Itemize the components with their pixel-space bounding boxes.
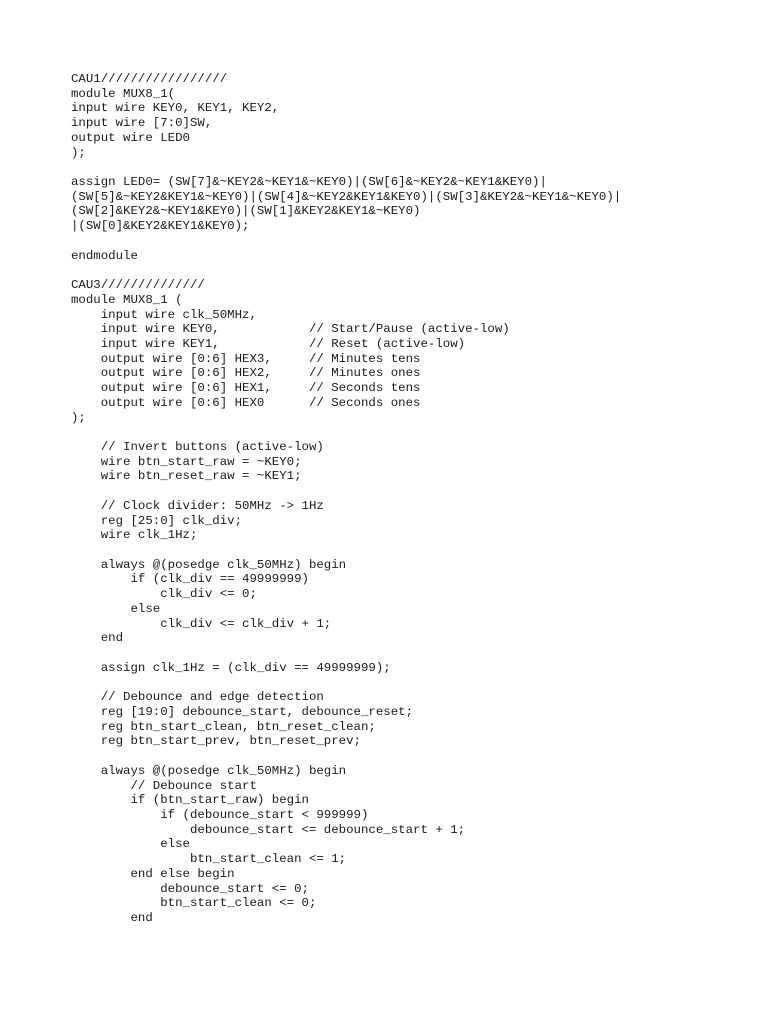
code-line: if (btn_start_raw) begin [71,793,309,808]
code-line: (SW[2]&KEY2&~KEY1&KEY0)|(SW[1]&KEY2&KEY1&~KEY0) [71,204,421,219]
code-line: output wire [0:6] HEX2, // Minutes ones [71,366,421,381]
code-line: end else begin [71,866,235,881]
code-line: output wire [0:6] HEX1, // Seconds tens [71,381,421,396]
code-line: (SW[5]&~KEY2&KEY1&~KEY0)|(SW[4]&~KEY2&KEY1&KEY0)|(SW[3]&KEY2&~KEY1&~KEY0)| [71,189,622,204]
code-line: btn_start_clean <= 0; [71,896,317,911]
code-line: reg btn_start_clean, btn_reset_clean; [71,719,376,734]
code-line: // Clock divider: 50MHz -> 1Hz [71,498,324,513]
code-line: // Debounce start [71,778,257,793]
code-line: assign clk_1Hz = (clk_div == 49999999); [71,660,391,675]
code-line: // Invert buttons (active-low) [71,439,324,454]
code-line [71,646,751,661]
code-line: always @(posedge clk_50MHz) begin [71,557,347,572]
code-line: ); [71,410,86,425]
code-line: clk_div <= 0; [71,587,257,602]
code-line: output wire [0:6] HEX0 // Seconds ones [71,395,421,410]
code-line: CAU3////////////// [71,278,205,293]
code-line: input wire KEY0, // Start/Pause (active-low) [71,322,510,337]
code-line: endmodule [71,248,138,263]
code-line: btn_start_clean <= 1; [71,852,347,867]
code-line [71,263,751,278]
code-line: wire btn_start_raw = ~KEY0; [71,454,302,469]
code-line: input wire clk_50MHz, [71,307,257,322]
code-line [71,234,751,249]
code-line: output wire [0:6] HEX3, // Minutes tens [71,351,421,366]
code-listing [71,72,751,926]
code-line [71,160,751,175]
code-line: end [71,631,124,646]
code-line: else [71,601,161,616]
code-line: input wire [7:0]SW, [71,116,213,131]
code-line: if (debounce_start < 999999) [71,807,369,822]
code-line: reg btn_start_prev, btn_reset_prev; [71,734,361,749]
code-line: assign LED0= (SW[7]&~KEY2&~KEY1&~KEY0)|(SW[6]&~KEY2&~KEY1&KEY0)| [71,175,547,190]
code-line [71,543,751,558]
code-line: CAU1///////////////// [71,72,228,86]
code-line: clk_div <= clk_div + 1; [71,616,332,631]
code-line [71,675,751,690]
code-line: input wire KEY1, // Reset (active-low) [71,336,466,351]
code-line: else [71,837,190,852]
code-line [71,749,751,764]
code-line: wire btn_reset_raw = ~KEY1; [71,469,302,484]
code-line: debounce_start <= debounce_start + 1; [71,822,466,837]
code-line [71,425,751,440]
code-line: input wire KEY0, KEY1, KEY2, [71,101,280,116]
code-line: end [71,910,153,925]
code-line: debounce_start <= 0; [71,881,309,896]
code-line: always @(posedge clk_50MHz) begin [71,763,347,778]
code-line: |(SW[0]&KEY2&KEY1&KEY0); [71,219,250,234]
code-line: if (clk_div == 49999999) [71,572,309,587]
code-line: reg [19:0] debounce_start, debounce_reset; [71,704,414,719]
code-line: module MUX8_1( [71,86,176,101]
code-line: wire clk_1Hz; [71,528,198,543]
code-line: // Debounce and edge detection [71,690,324,705]
code-line: output wire LED0 [71,130,190,145]
code-line [71,484,751,499]
code-line: ); [71,145,86,160]
code-line: reg [25:0] clk_div; [71,513,243,528]
code-line: module MUX8_1 ( [71,292,183,307]
